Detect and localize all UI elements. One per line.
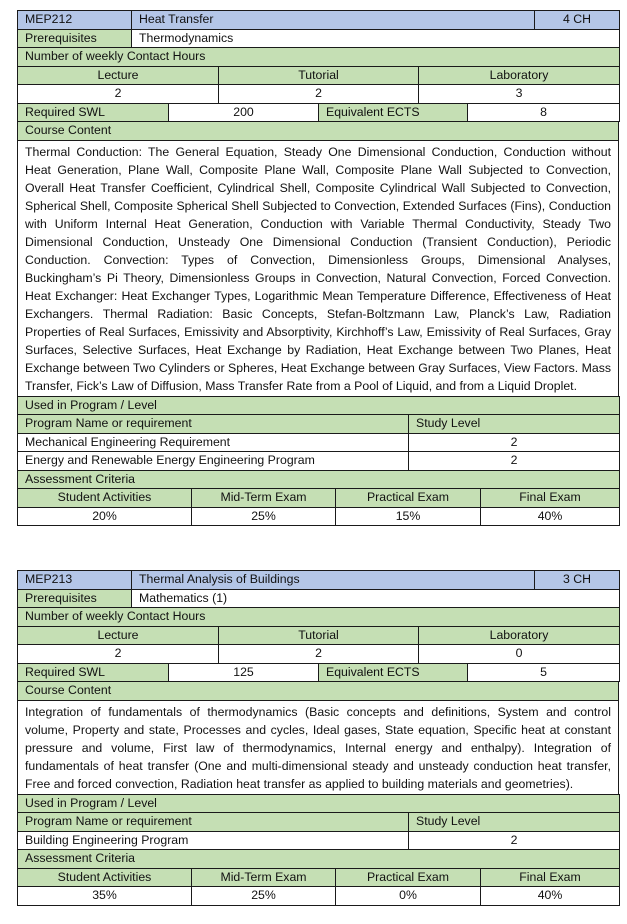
study-level: 2: [409, 452, 620, 471]
program-row: [18, 831, 620, 850]
practical-exam-header: Practical Exam: [336, 489, 481, 508]
practical-exam-header: Practical Exam: [336, 868, 481, 887]
course-content-table: [17, 681, 619, 795]
used-in-label: Used in Program / Level: [18, 396, 620, 415]
study-level-header: Study Level: [409, 813, 620, 832]
laboratory-hours: 0: [419, 645, 620, 664]
course-code: MEP212: [18, 11, 132, 30]
ects-label: Equivalent ECTS: [319, 103, 468, 122]
student-activities-header: Student Activities: [18, 489, 192, 508]
course-header-table: [17, 570, 620, 608]
credit-hours: 4 CH: [535, 11, 620, 30]
contact-hours-label: Number of weekly Contact Hours: [18, 48, 620, 67]
midterm-exam-header: Mid-Term Exam: [192, 868, 336, 887]
swl-label: Required SWL: [18, 663, 169, 682]
program-name-header: Program Name or requirement: [18, 813, 409, 832]
course-card-mep213: [17, 570, 619, 906]
prerequisites-label: Prerequisites: [18, 589, 132, 608]
tutorial-header: Tutorial: [219, 626, 419, 645]
lecture-header: Lecture: [18, 66, 219, 85]
ects-label: Equivalent ECTS: [319, 663, 468, 682]
lecture-hours: 2: [18, 645, 219, 664]
contact-hours-label: Number of weekly Contact Hours: [18, 608, 620, 627]
assessment-label: Assessment Criteria: [18, 470, 620, 489]
course-card-mep212: [17, 10, 619, 526]
laboratory-header: Laboratory: [419, 66, 620, 85]
contact-hours-table: [17, 47, 620, 104]
course-title: Heat Transfer: [132, 11, 535, 30]
laboratory-header: Laboratory: [419, 626, 620, 645]
course-code: MEP213: [18, 571, 132, 590]
laboratory-hours: 3: [419, 85, 620, 104]
course-content-table: [17, 121, 619, 397]
program-name: Energy and Renewable Energy Engineering Program: [18, 452, 409, 471]
credit-hours: 3 CH: [535, 571, 620, 590]
study-level-header: Study Level: [409, 415, 620, 434]
practical-exam-value: 0%: [336, 887, 481, 906]
final-exam-header: Final Exam: [481, 868, 620, 887]
assessment-label: Assessment Criteria: [18, 850, 620, 869]
swl-table: [17, 103, 620, 123]
study-level: 2: [409, 831, 620, 850]
used-in-label: Used in Program / Level: [18, 794, 620, 813]
prerequisites-value: Thermodynamics: [132, 29, 620, 48]
prerequisites-value: Mathematics (1): [132, 589, 620, 608]
practical-exam-value: 15%: [336, 507, 481, 526]
student-activities-value: 20%: [18, 507, 192, 526]
swl-label: Required SWL: [18, 103, 169, 122]
midterm-exam-value: 25%: [192, 507, 336, 526]
student-activities-value: 35%: [18, 887, 192, 906]
course-header-table: [17, 10, 620, 48]
tutorial-hours: 2: [219, 85, 419, 104]
assessment-table: [17, 849, 620, 906]
course-content-text: Integration of fundamentals of thermodynamics (Basic concepts and definitions, System and control volume, Property and state, Processes and cycles, Ideal gases, State equation, Specific heat at constant pressure and volume, First law of thermodynamics, Internal energy and enthalpy). Integration of fundamentals of heat transfer (One and multi‐dimensional steady and unsteady conduction heat transfer, Free and forced convection, Radiation heat transfer as applied to building materials and geometries).: [18, 700, 619, 794]
swl-table: [17, 663, 620, 683]
lecture-hours: 2: [18, 85, 219, 104]
lecture-header: Lecture: [18, 626, 219, 645]
midterm-exam-header: Mid-Term Exam: [192, 489, 336, 508]
course-title: Thermal Analysis of Buildings: [132, 571, 535, 590]
ects-value: 5: [468, 663, 620, 682]
student-activities-header: Student Activities: [18, 868, 192, 887]
prerequisites-label: Prerequisites: [18, 29, 132, 48]
program-row: [18, 433, 620, 452]
course-content-label: Course Content: [18, 682, 619, 701]
program-name-header: Program Name or requirement: [18, 415, 409, 434]
midterm-exam-value: 25%: [192, 887, 336, 906]
tutorial-header: Tutorial: [219, 66, 419, 85]
program-name: Building Engineering Program: [18, 831, 409, 850]
tutorial-hours: 2: [219, 645, 419, 664]
assessment-table: [17, 470, 620, 527]
final-exam-value: 40%: [481, 887, 620, 906]
program-name: Mechanical Engineering Requirement: [18, 433, 409, 452]
study-level: 2: [409, 433, 620, 452]
final-exam-header: Final Exam: [481, 489, 620, 508]
swl-value: 125: [169, 663, 319, 682]
contact-hours-table: [17, 607, 620, 664]
final-exam-value: 40%: [481, 507, 620, 526]
ects-value: 8: [468, 103, 620, 122]
program-row: [18, 452, 620, 471]
course-content-label: Course Content: [18, 122, 619, 141]
course-content-text: Thermal Conduction: The General Equation, Steady One Dimensional Conduction, Conduction without Heat Generation, Plane Wall, Composite Plane Wall, Composite Plane Wall Subjected to Convection, Overall Heat Transfer Coefficient, Cylindrical Shell, Composite Cylindrical Wall Subjected to Convection, Spherical Shell, Composite Spherical Shell Subjected to Convection, Extended Surfaces (Fins), Conduction with Uniform Internal Heat Generation, Conduction with Variable Thermal Conductivity, Steady Two Dimensional Conduction, Unsteady One Dimensional Conduction (Transient Conduction), Periodic Conduction. Convection: Types of Convection, Dimensionless Groups, Dimensional Analyses, Buckingham’s Pi Theory, Dimensionless Groups in Convection, Natural Convection, Forced Convection. Heat Exchanger: Heat Exchanger Types, Logarithmic Mean Temperature Difference, Effectiveness of Heat Exchangers. Thermal Radiation: Basic Concepts, Stefan-Boltzmann Law, Planck’s Law, Radiation Properties of Real Surfaces, Emissivity and Absorptivity, Kirchhoff’s Law, Emissivity of Real Surfaces, Gray Surfaces, Selective Surfaces, Heat Exchange by Radiation, Heat Exchange between Two Planes, Heat Exchange between Two Cylinders or Spheres, Heat Exchange between Gray Surfaces, View Factors. Mass Transfer, Fick’s Law of Diffusion, Mass Transfer Rate from a Pool of Liquid, and from a Liquid Droplet.: [18, 140, 619, 396]
programs-table: [17, 396, 620, 471]
programs-table: [17, 794, 620, 851]
swl-value: 200: [169, 103, 319, 122]
